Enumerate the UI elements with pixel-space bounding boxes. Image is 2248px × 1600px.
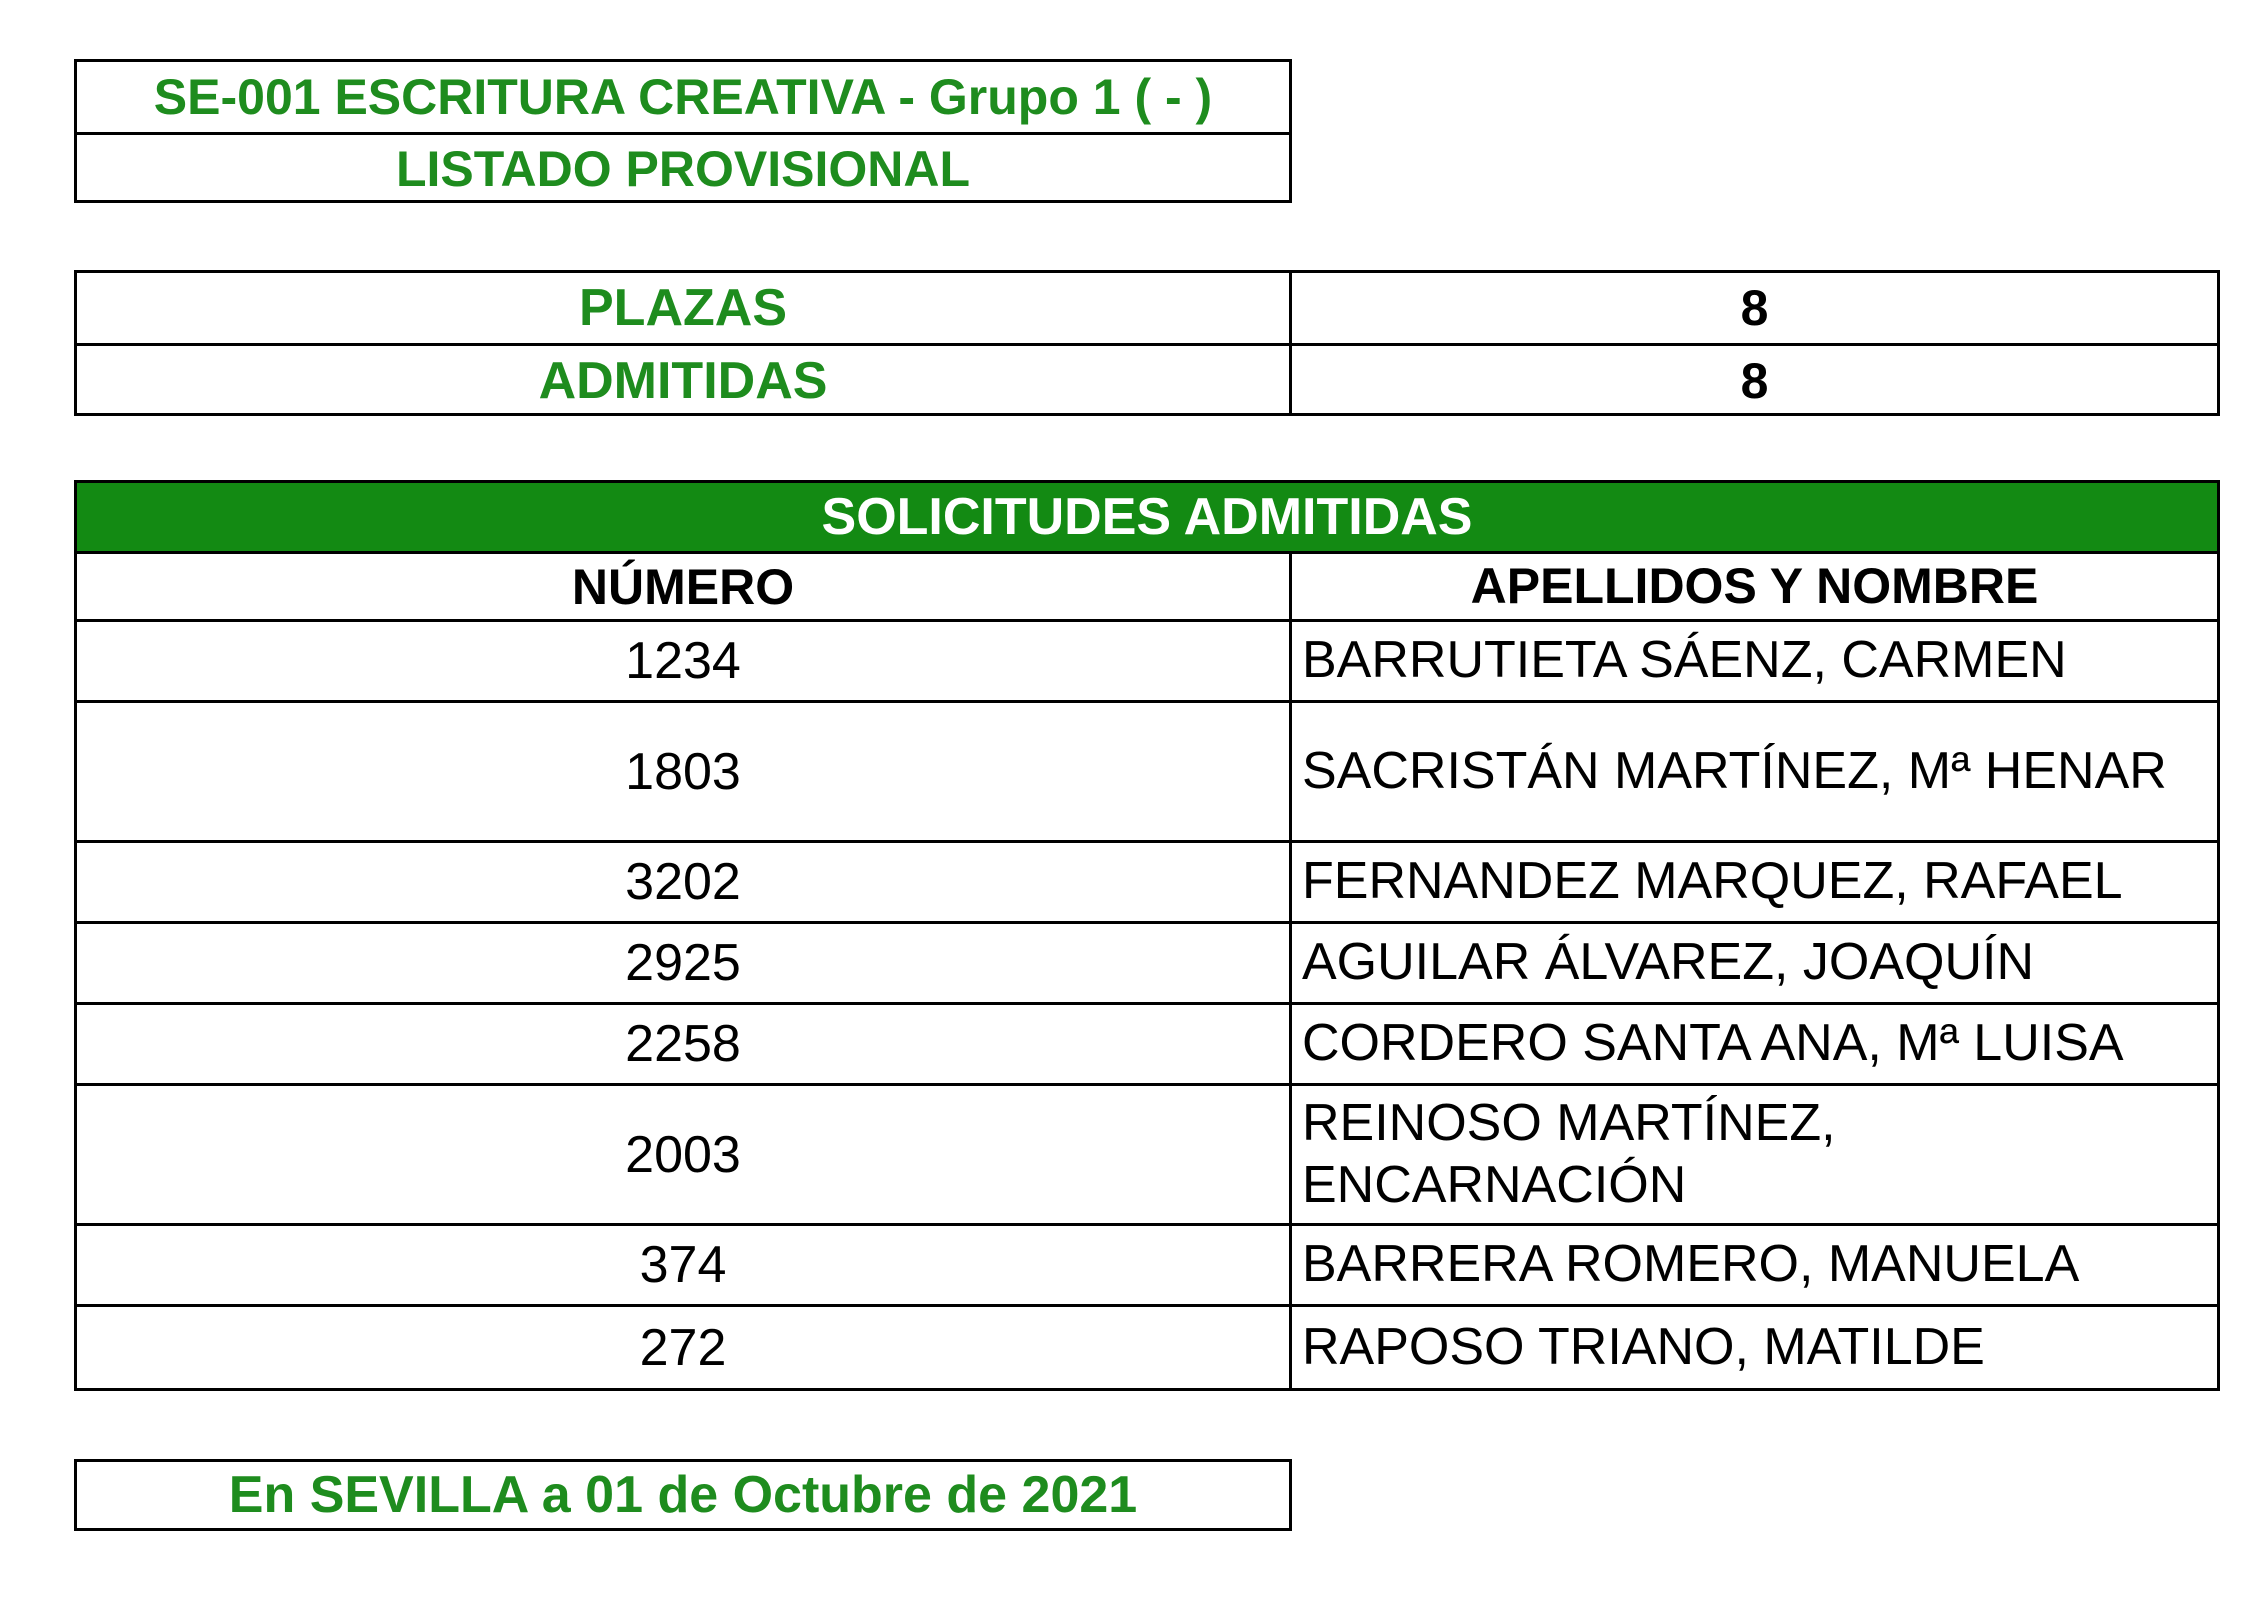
row-nombre: SACRISTÁN MARTÍNEZ, Mª HENAR [1302, 741, 2167, 800]
row-numero: 272 [77, 1307, 1292, 1388]
row-nombre: RAPOSO TRIANO, MATILDE [1302, 1317, 1985, 1376]
row-numero: 3202 [77, 843, 1292, 921]
row-nombre: BARRUTIETA SÁENZ, CARMEN [1302, 631, 2067, 690]
column-header-nombre: APELLIDOS Y NOMBRE [1470, 558, 2039, 614]
table-row [77, 1005, 2217, 1086]
admitidas-value: 8 [1740, 353, 1769, 409]
row-numero: 374 [77, 1226, 1292, 1304]
table-row [77, 843, 2217, 924]
stats-table [74, 270, 2220, 416]
row-nombre: REINOSO MARTÍNEZ, ENCARNACIÓN [1302, 1094, 1836, 1214]
table-row [77, 1226, 2217, 1307]
row-numero: 2003 [77, 1086, 1292, 1223]
row-nombre: BARRERA ROMERO, MANUELA [1302, 1235, 2080, 1294]
table-row [77, 622, 2217, 703]
table-row [77, 703, 2217, 843]
table-row [77, 1086, 2217, 1226]
table-title: SOLICITUDES ADMITIDAS [77, 483, 2217, 554]
plazas-value: 8 [1740, 280, 1769, 336]
row-numero: 1803 [77, 703, 1292, 840]
row-nombre: AGUILAR ÁLVAREZ, JOAQUÍN [1302, 933, 2035, 992]
list-type-title: LISTADO PROVISIONAL [77, 132, 1289, 202]
row-nombre: CORDERO SANTA ANA, Mª LUISA [1302, 1014, 2124, 1073]
admitidas-row [77, 343, 2217, 416]
admitted-table [74, 480, 2220, 1391]
header-box [74, 59, 1292, 203]
course-title: SE-001 ESCRITURA CREATIVA - Grupo 1 ( - ) [153, 69, 1213, 125]
column-header-numero: NÚMERO [77, 554, 1292, 619]
row-numero: 1234 [77, 622, 1292, 700]
admitidas-label: ADMITIDAS [77, 346, 1292, 416]
plazas-label: PLAZAS [77, 273, 1292, 343]
row-nombre: FERNANDEZ MARQUEZ, RAFAEL [1302, 852, 2123, 911]
row-numero: 2258 [77, 1005, 1292, 1083]
table-row [77, 1307, 2217, 1388]
table-row [77, 924, 2217, 1005]
plazas-row [77, 273, 2217, 343]
table-header-row [77, 554, 2217, 622]
footer-place-date: En SEVILLA a 01 de Octubre de 2021 [74, 1459, 1292, 1531]
row-numero: 2925 [77, 924, 1292, 1002]
